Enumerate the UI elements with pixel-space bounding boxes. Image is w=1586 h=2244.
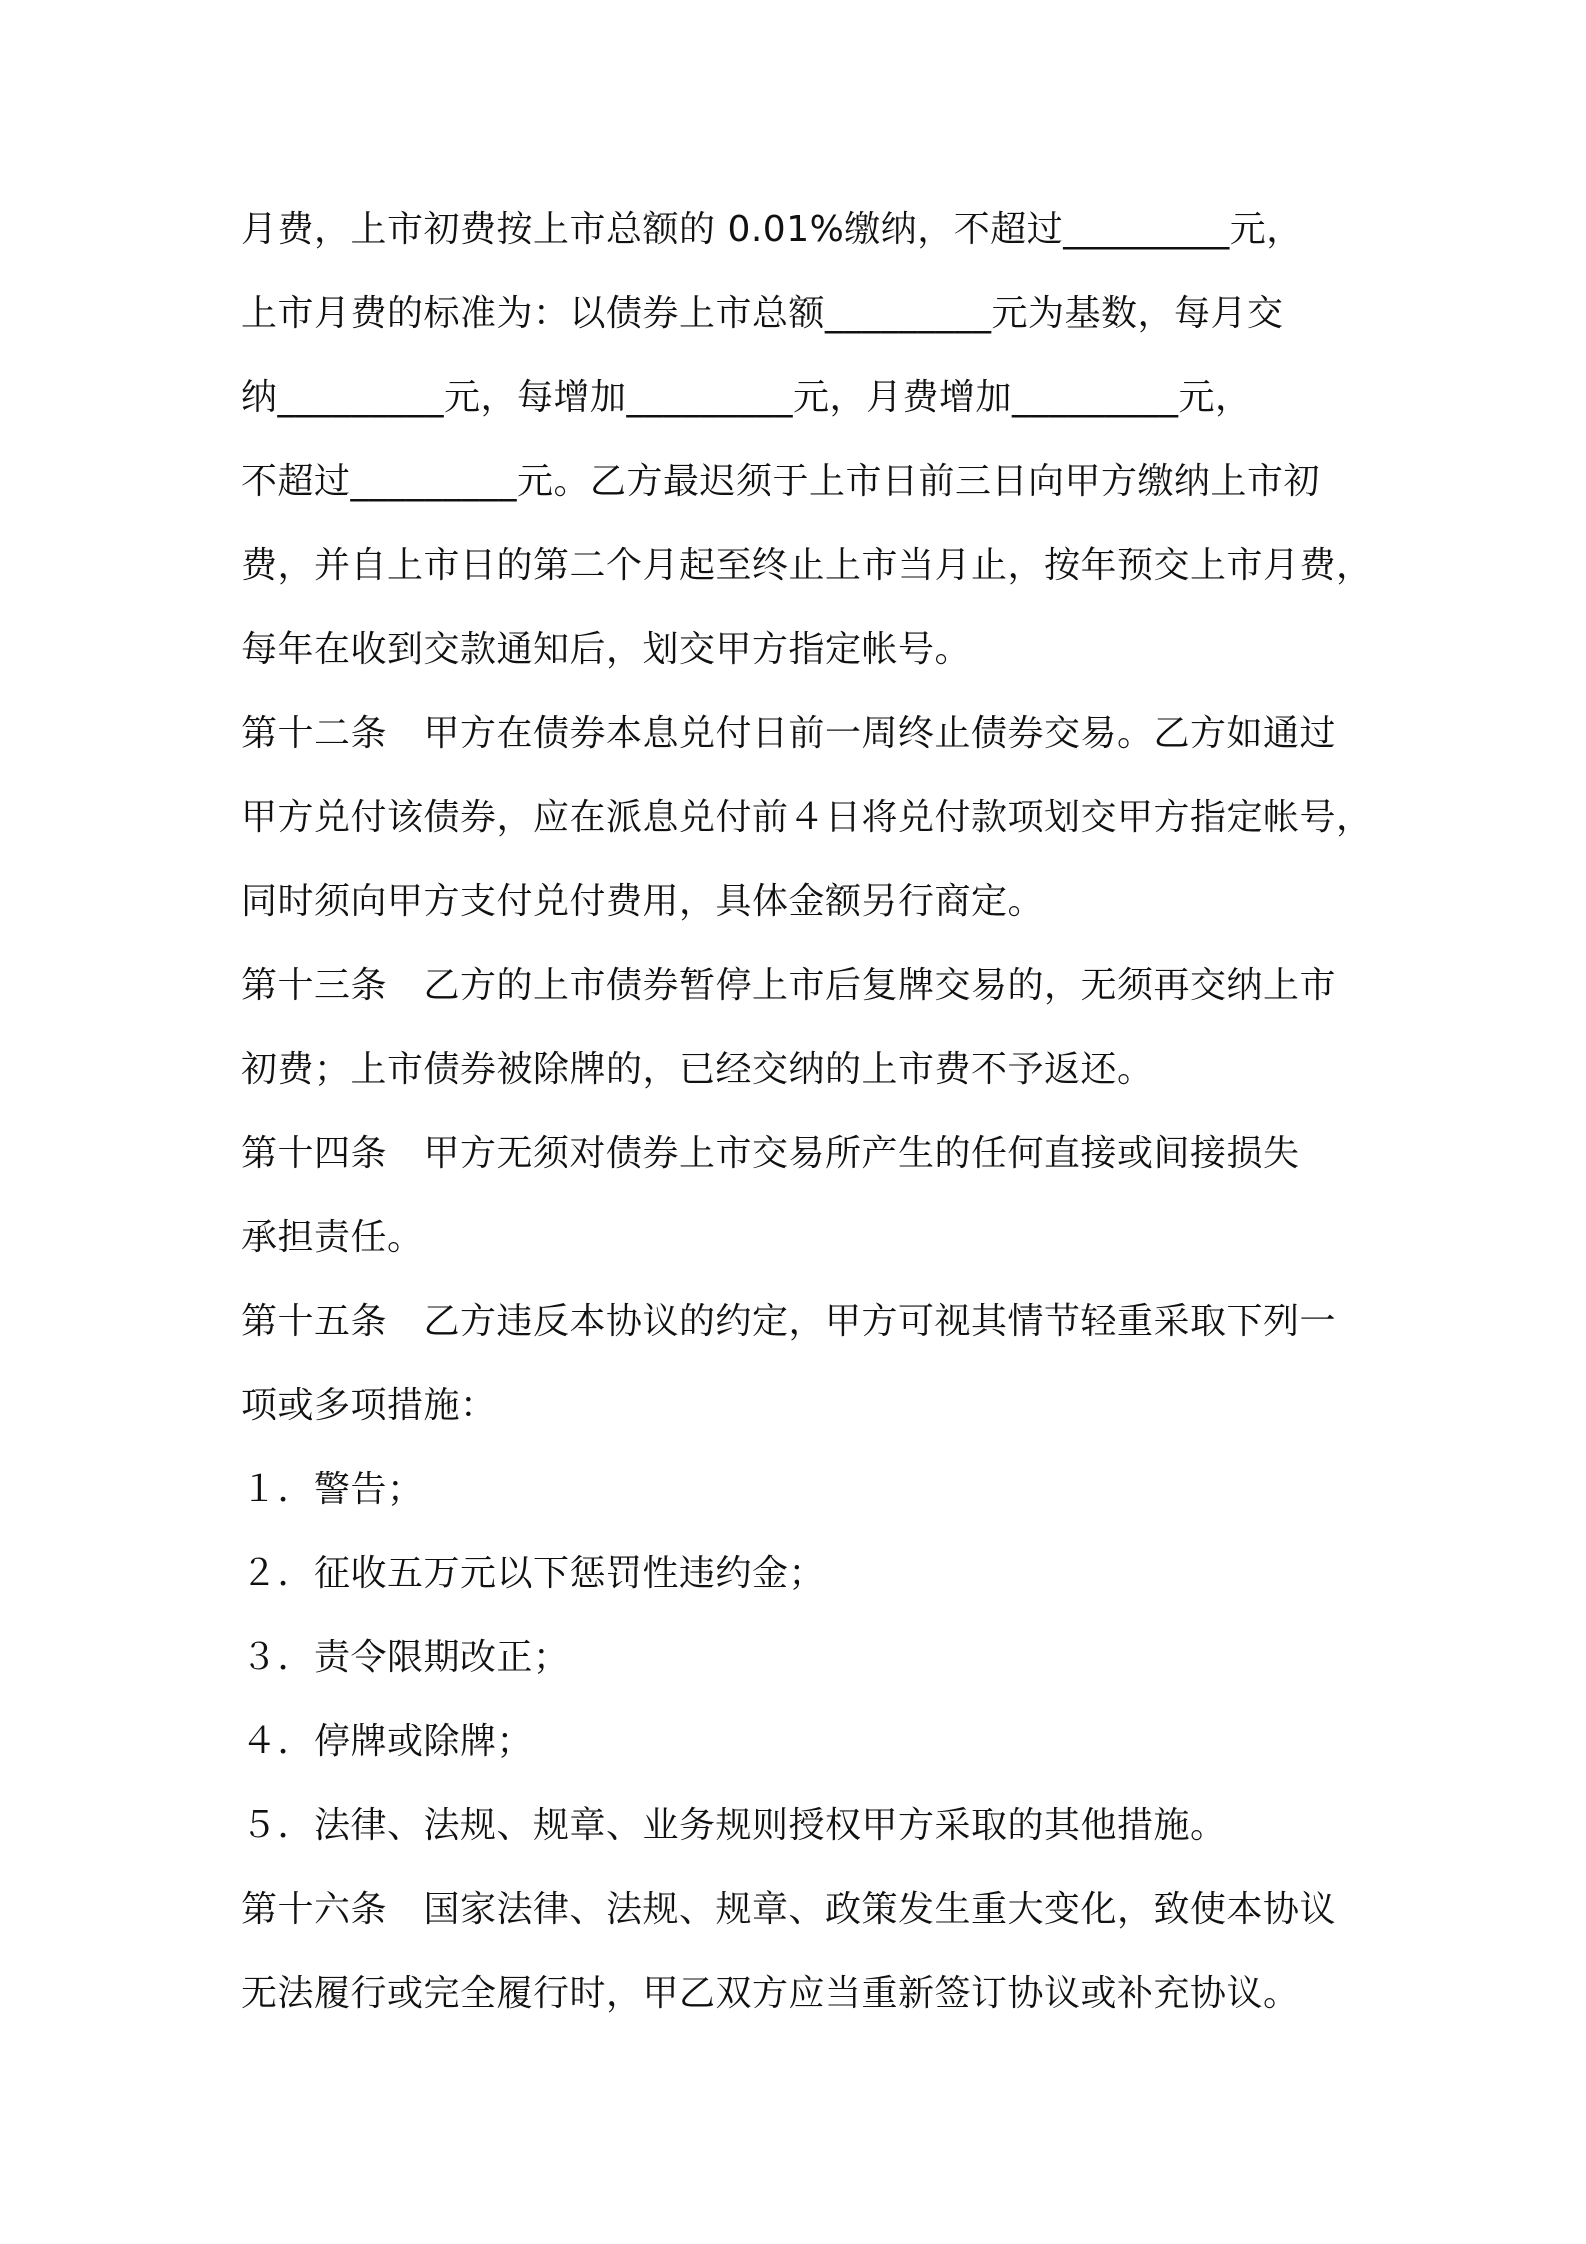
article-15-heading-line: 第十五条 乙方违反本协议的约定，甲方可视其情节轻重采取下列一 [241, 1301, 1337, 1342]
text-line: 不超过_________元。乙方最迟须于上市日前三日向甲方缴纳上市初 [241, 461, 1321, 502]
text-line: 费，并自上市日的第二个月起至终止上市当月止，按年预交上市月费， [241, 545, 1373, 586]
article-12-heading-line: 第十二条 甲方在债券本息兑付日前一周终止债券交易。乙方如通过 [241, 713, 1337, 754]
article-14-heading-line: 第十四条 甲方无须对债券上市交易所产生的任何直接或间接损失 [241, 1133, 1300, 1174]
article-13-heading-line: 第十三条 乙方的上市债券暂停上市后复牌交易的，无须再交纳上市 [241, 965, 1337, 1006]
list-item: ４．停牌或除牌； [241, 1721, 534, 1762]
list-item: ３．责令限期改正； [241, 1637, 570, 1678]
text-line: 上市月费的标准为：以债券上市总额_________元为基数，每月交 [241, 293, 1284, 334]
text-line: 每年在收到交款通知后，划交甲方指定帐号。 [241, 629, 972, 670]
text-line: 无法履行或完全履行时，甲乙双方应当重新签订协议或补充协议。 [241, 1973, 1300, 2014]
list-item: ５．法律、法规、规章、业务规则授权甲方采取的其他措施。 [241, 1805, 1227, 1846]
document-body [241, 188, 1373, 2036]
list-item: ２．征收五万元以下惩罚性违约金； [241, 1553, 826, 1594]
list-item: １．警告； [241, 1469, 424, 1510]
article-16-heading-line: 第十六条 国家法律、法规、规章、政策发生重大变化，致使本协议 [241, 1889, 1337, 1930]
text-line: 纳_________元，每增加_________元，月费增加_________元， [241, 377, 1252, 418]
text-line: 月费，上市初费按上市总额的 0.01%缴纳，不超过_________元， [241, 209, 1303, 250]
text-line: 甲方兑付该债券，应在派息兑付前４日将兑付款项划交甲方指定帐号， [241, 797, 1373, 838]
text-line: 同时须向甲方支付兑付费用，具体金额另行商定。 [241, 881, 1045, 922]
text-line: 承担责任。 [241, 1217, 424, 1258]
text-line: 项或多项措施： [241, 1385, 497, 1426]
text-line: 初费；上市债券被除牌的，已经交纳的上市费不予返还。 [241, 1049, 1154, 1090]
